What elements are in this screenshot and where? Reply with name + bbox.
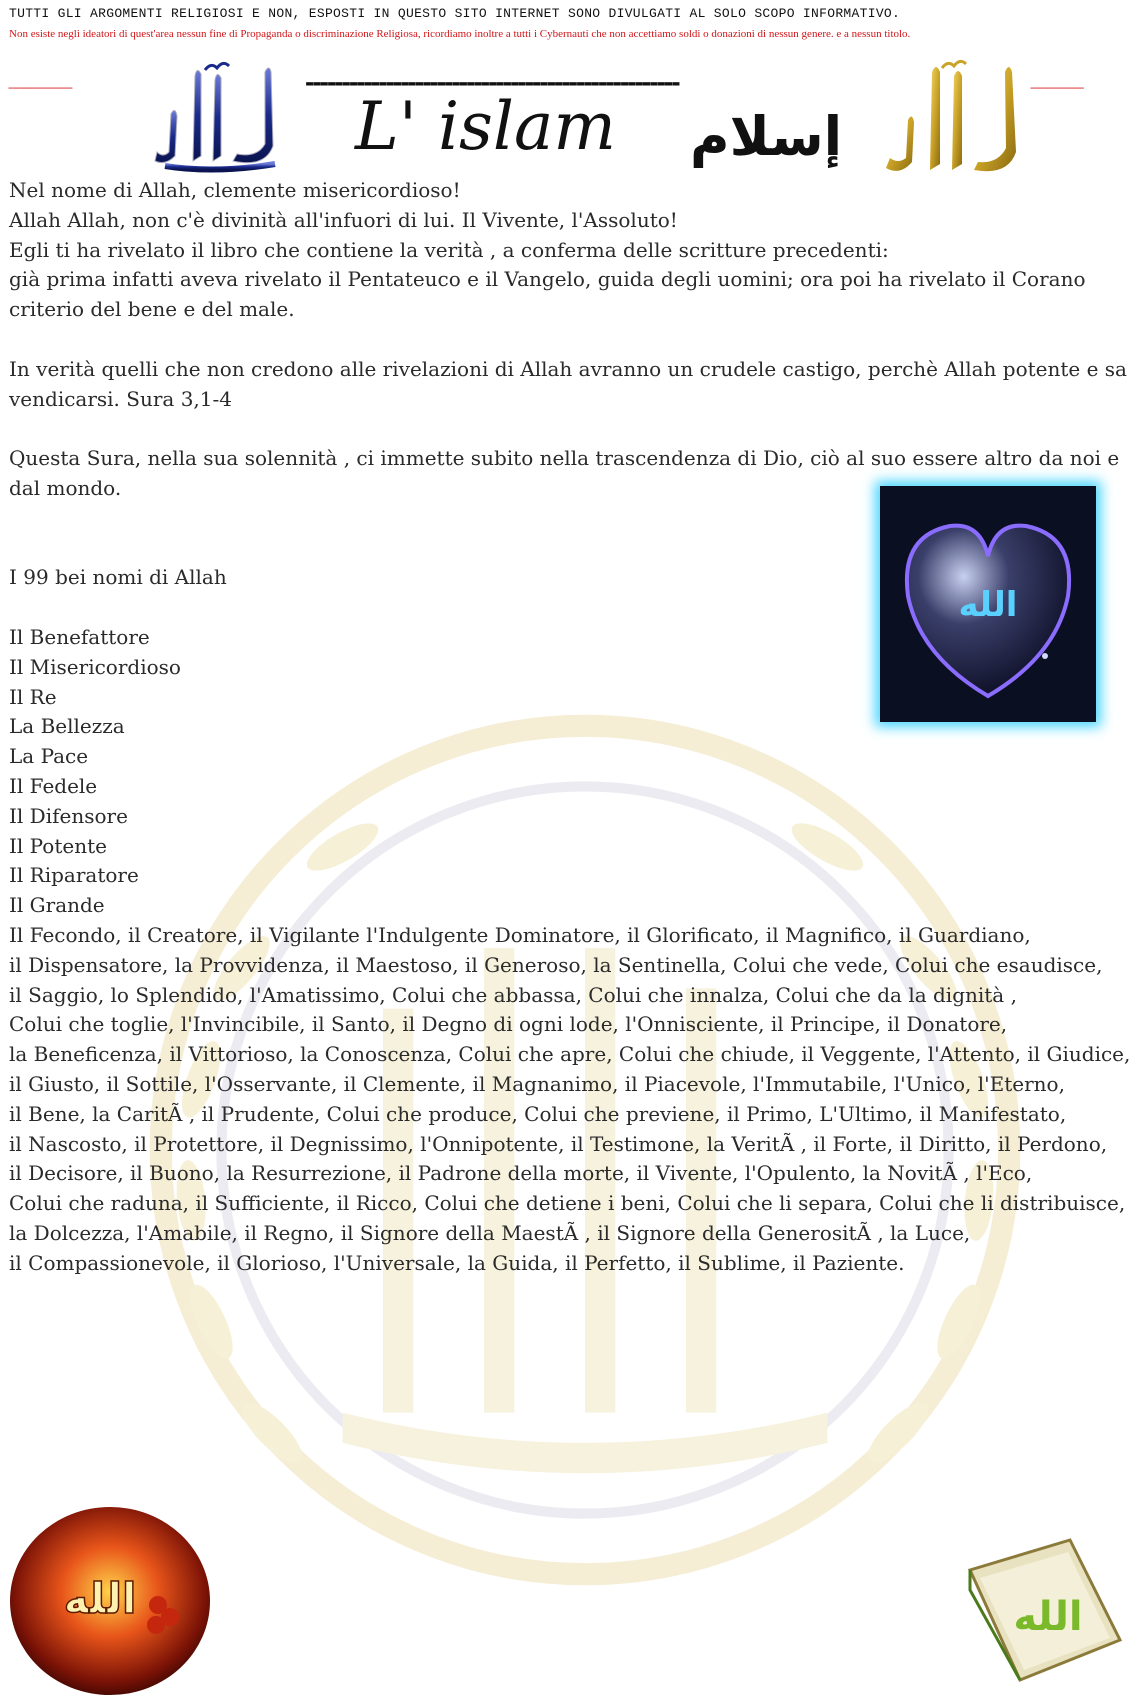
intro-line: Egli ti ha rivelato il libro che contiene la verità , a conferma delle scritture precedenti: (9, 237, 889, 262)
list-item: il Giusto, il Sottile, l'Osservante, il Clemente, il Magnanimo, il Piacevole, l'Immutabile, l'Unico, l'Eterno, (9, 1071, 1065, 1096)
decorative-dashes-left: ------------------------ (8, 82, 72, 94)
list-item: Il Fecondo, il Creatore, il Vigilante l'Indulgente Dominatore, il Glorificato, il Magnifico, il Guardiano, (9, 922, 1031, 947)
decorative-dashes-right: -------------------- (1030, 82, 1084, 94)
list-item: Il Benefattore (9, 624, 150, 649)
allah-orb-image (8, 1505, 212, 1697)
list-item: La Pace (9, 744, 89, 769)
list-item: Il Misericordioso (9, 654, 181, 679)
article-body (9, 176, 1129, 1278)
list-item: il Decisore, il Buono, la Resurrezione, il Padrone della morte, il Vivente, l'Opulento, la NovitÃ , l'Eco, (9, 1161, 1033, 1186)
list-item: il Dispensatore, la Provvidenza, il Maestoso, il Generoso, la Sentinella, Colui che vede, Colui che esaudisce, (9, 952, 1103, 977)
allah-calligraphy-gold-icon (878, 58, 1023, 183)
list-item: Il Riparatore (9, 863, 139, 888)
list-item: il Compassionevole, il Glorioso, l'Universale, la Guida, il Perfetto, il Sublime, il Paziente. (9, 1250, 905, 1275)
list-item: il Nascosto, il Protettore, il Degnissimo, l'Onnipotente, il Testimone, la VeritÃ , il Forte, il Diritto, il Perdono, (9, 1131, 1108, 1156)
paragraph-line: Questa Sura, nella sua solennità , ci immette subito nella trascendenza di Dio, ciò al suo essere altro da noi e (9, 446, 1120, 471)
list-item: Il Re (9, 684, 57, 709)
list-item: Il Difensore (9, 803, 128, 828)
paragraph-line: dal mondo. (9, 475, 122, 500)
allah-glyph: الله (63, 1574, 137, 1623)
disclaimer-red-text: Non esiste negli ideatori di quest'area nessun fine di Propaganda o discriminazione Religiosa, ricordiamo inoltre a tutti i Cybernauti che non accettiamo soldi o donazioni di nessun genere. e a nessun titolo. (9, 28, 911, 40)
allah-calligraphy-blue-icon (145, 56, 285, 176)
intro-line: Allah Allah, non c'è divinità all'infuori di lui. Il Vivente, l'Assoluto! (9, 207, 678, 232)
list-item: la Dolcezza, l'Amabile, il Regno, il Signore della MaestÃ , il Signore della GenerositÃ , la Luce, (9, 1220, 971, 1245)
heart-icon (880, 486, 1096, 722)
page-title: L' islam (355, 88, 616, 165)
intro-line: Nel nome di Allah, clemente misericordioso! (9, 178, 461, 202)
list-item: Colui che toglie, l'Invincibile, il Santo, il Degno di ogni lode, l'Onnisciente, il Principe, il Donatore, (9, 1012, 1008, 1037)
list-item: Il Fedele (9, 773, 98, 798)
paragraph-line: vendicarsi. Sura 3,1-4 (9, 386, 232, 411)
list-item: la Beneficenza, il Vittorioso, la Conoscenza, Colui che apre, Colui che chiude, il Veggente, l'Attento, il Giudice, (9, 1042, 1131, 1067)
paragraph-line: In verità quelli che non credono alle rivelazioni di Allah avranno un crudele castigo, perchè Allah potente e sa (9, 356, 1127, 381)
names-heading: I 99 bei nomi di Allah (9, 565, 227, 590)
list-item: il Bene, la CaritÃ , il Prudente, Colui che produce, Colui che previene, il Primo, L'Ultimo, il Manifestato, (9, 1101, 1067, 1126)
disclaimer-text: TUTTI GLI ARGOMENTI RELIGIOSI E NON, ESPOSTI IN QUESTO SITO INTERNET SONO DIVULGATI AL SOLO SCOPO INFORMATIVO. (9, 6, 901, 21)
heart-image (880, 486, 1096, 722)
allah-glyph: الله (1013, 1594, 1083, 1640)
allah-glyph: الله (958, 585, 1018, 625)
intro-line: già prima infatti aveva rivelato il Pentateuco e il Vangelo, guida degli uomini; ora poi ha rivelato il Corano (9, 267, 1086, 292)
quran-book-image (950, 1530, 1130, 1690)
list-item: il Saggio, lo Splendido, l'Amatissimo, Colui che abbassa, Colui che innalza, Colui che da la dignità , (9, 982, 1017, 1007)
decorative-dashes-center: --------------------------------------------------- (305, 66, 679, 97)
intro-line: criterio del bene e del male. (9, 297, 295, 322)
list-item: La Bellezza (9, 714, 125, 739)
list-item: Il Potente (9, 833, 107, 858)
list-item: Colui che raduna, il Sufficiente, il Ricco, Colui che detiene i beni, Colui che li separa, Colui che li distribuisce, (9, 1191, 1126, 1216)
arabic-title: إسلام (690, 105, 843, 168)
list-item: Il Grande (9, 893, 105, 918)
